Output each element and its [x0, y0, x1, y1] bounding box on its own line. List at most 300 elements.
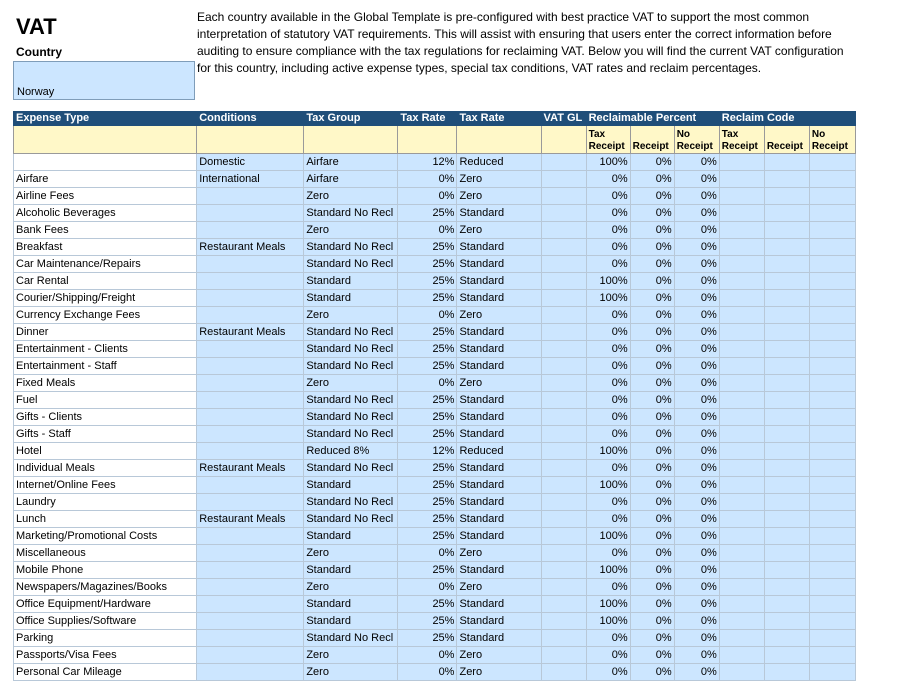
cell-vat-gl[interactable]: [541, 409, 586, 426]
cell-tax-rate[interactable]: 25%: [398, 324, 457, 341]
cell-rp-tax-receipt[interactable]: 0%: [586, 630, 630, 647]
cell-rp-tax-receipt[interactable]: 100%: [586, 596, 630, 613]
sub-blank[interactable]: [14, 126, 197, 154]
cell-rp-no-receipt[interactable]: 0%: [674, 392, 719, 409]
cell-rc-tax-receipt[interactable]: [719, 545, 764, 562]
cell-tax-rate[interactable]: 0%: [398, 171, 457, 188]
cell-expense-type[interactable]: Internet/Online Fees: [14, 477, 197, 494]
cell-rp-receipt[interactable]: 0%: [630, 613, 674, 630]
cell-rc-tax-receipt[interactable]: [719, 358, 764, 375]
cell-rp-no-receipt[interactable]: 0%: [674, 613, 719, 630]
cell-rp-tax-receipt[interactable]: 0%: [586, 647, 630, 664]
cell-rp-no-receipt[interactable]: 0%: [674, 511, 719, 528]
cell-rp-no-receipt[interactable]: 0%: [674, 307, 719, 324]
cell-tax-group[interactable]: Standard: [304, 528, 398, 545]
cell-rc-no-receipt[interactable]: [809, 171, 855, 188]
cell-tax-group[interactable]: Zero: [304, 375, 398, 392]
cell-tax-rate[interactable]: 0%: [398, 188, 457, 205]
cell-vat-gl[interactable]: [541, 613, 586, 630]
cell-expense-type[interactable]: Mobile Phone: [14, 562, 197, 579]
cell-condition[interactable]: Restaurant Meals: [197, 460, 304, 477]
cell-rp-receipt[interactable]: 0%: [630, 562, 674, 579]
cell-tax-rate-name[interactable]: Standard: [457, 494, 541, 511]
cell-rc-receipt[interactable]: [764, 477, 809, 494]
cell-rp-receipt[interactable]: 0%: [630, 443, 674, 460]
cell-rp-receipt[interactable]: 0%: [630, 409, 674, 426]
cell-condition[interactable]: [197, 613, 304, 630]
cell-rp-tax-receipt[interactable]: 0%: [586, 205, 630, 222]
cell-rc-no-receipt[interactable]: [809, 341, 855, 358]
cell-vat-gl[interactable]: [541, 188, 586, 205]
cell-vat-gl[interactable]: [541, 477, 586, 494]
cell-rc-tax-receipt[interactable]: [719, 188, 764, 205]
cell-rc-no-receipt[interactable]: [809, 630, 855, 647]
cell-expense-type[interactable]: Lunch: [14, 511, 197, 528]
cell-rc-receipt[interactable]: [764, 324, 809, 341]
cell-tax-rate-name[interactable]: Zero: [457, 545, 541, 562]
cell-rp-no-receipt[interactable]: 0%: [674, 154, 719, 171]
cell-expense-type[interactable]: Fuel: [14, 392, 197, 409]
cell-rp-tax-receipt[interactable]: 0%: [586, 511, 630, 528]
cell-tax-rate-name[interactable]: Reduced: [457, 154, 541, 171]
cell-rp-tax-receipt[interactable]: 0%: [586, 426, 630, 443]
sub-blank[interactable]: [457, 126, 541, 154]
cell-rc-receipt[interactable]: [764, 579, 809, 596]
cell-tax-group[interactable]: Standard No Recl: [304, 511, 398, 528]
cell-tax-rate[interactable]: 0%: [398, 307, 457, 324]
cell-rp-tax-receipt[interactable]: 0%: [586, 392, 630, 409]
cell-rc-tax-receipt[interactable]: [719, 375, 764, 392]
cell-vat-gl[interactable]: [541, 494, 586, 511]
cell-rc-receipt[interactable]: [764, 205, 809, 222]
cell-rp-receipt[interactable]: 0%: [630, 307, 674, 324]
sub-rp-tax-receipt[interactable]: Tax Receipt: [586, 126, 630, 154]
cell-rp-receipt[interactable]: 0%: [630, 596, 674, 613]
cell-rp-tax-receipt[interactable]: 0%: [586, 239, 630, 256]
cell-rp-receipt[interactable]: 0%: [630, 460, 674, 477]
cell-rc-tax-receipt[interactable]: [719, 647, 764, 664]
header-reclaim-code[interactable]: Reclaim Code: [719, 112, 855, 126]
cell-tax-group[interactable]: Standard: [304, 562, 398, 579]
cell-condition[interactable]: Restaurant Meals: [197, 511, 304, 528]
header-conditions[interactable]: Conditions: [197, 112, 304, 126]
cell-tax-group[interactable]: Standard No Recl: [304, 324, 398, 341]
header-tax-rate-name[interactable]: Tax Rate: [457, 112, 541, 126]
cell-expense-type[interactable]: Bank Fees: [14, 222, 197, 239]
cell-rp-tax-receipt[interactable]: 0%: [586, 664, 630, 681]
cell-vat-gl[interactable]: [541, 562, 586, 579]
cell-rp-tax-receipt[interactable]: 100%: [586, 154, 630, 171]
cell-tax-rate[interactable]: 25%: [398, 392, 457, 409]
cell-vat-gl[interactable]: [541, 358, 586, 375]
cell-rc-tax-receipt[interactable]: [719, 154, 764, 171]
cell-condition[interactable]: [197, 477, 304, 494]
cell-condition[interactable]: [197, 273, 304, 290]
cell-rp-no-receipt[interactable]: 0%: [674, 324, 719, 341]
cell-condition[interactable]: [197, 545, 304, 562]
cell-rc-receipt[interactable]: [764, 341, 809, 358]
cell-rp-tax-receipt[interactable]: 0%: [586, 307, 630, 324]
cell-condition[interactable]: [197, 596, 304, 613]
cell-tax-group[interactable]: Standard No Recl: [304, 358, 398, 375]
cell-tax-rate-name[interactable]: Zero: [457, 579, 541, 596]
cell-tax-rate[interactable]: 0%: [398, 664, 457, 681]
cell-rc-no-receipt[interactable]: [809, 256, 855, 273]
cell-expense-type[interactable]: [14, 154, 197, 171]
cell-tax-rate[interactable]: 25%: [398, 596, 457, 613]
cell-condition[interactable]: [197, 409, 304, 426]
cell-rc-tax-receipt[interactable]: [719, 307, 764, 324]
cell-rp-tax-receipt[interactable]: 100%: [586, 443, 630, 460]
cell-tax-rate[interactable]: 25%: [398, 477, 457, 494]
cell-tax-rate[interactable]: 25%: [398, 613, 457, 630]
cell-tax-rate-name[interactable]: Standard: [457, 528, 541, 545]
cell-tax-group[interactable]: Standard No Recl: [304, 630, 398, 647]
cell-rc-receipt[interactable]: [764, 358, 809, 375]
cell-tax-rate[interactable]: 25%: [398, 630, 457, 647]
cell-rc-receipt[interactable]: [764, 613, 809, 630]
cell-tax-rate[interactable]: 25%: [398, 460, 457, 477]
cell-tax-rate-name[interactable]: Standard: [457, 324, 541, 341]
cell-tax-rate-name[interactable]: Zero: [457, 664, 541, 681]
cell-tax-group[interactable]: Standard: [304, 477, 398, 494]
cell-vat-gl[interactable]: [541, 324, 586, 341]
cell-tax-rate[interactable]: 0%: [398, 375, 457, 392]
cell-vat-gl[interactable]: [541, 528, 586, 545]
cell-rp-receipt[interactable]: 0%: [630, 630, 674, 647]
cell-tax-group[interactable]: Zero: [304, 188, 398, 205]
cell-tax-rate-name[interactable]: Standard: [457, 205, 541, 222]
cell-rc-tax-receipt[interactable]: [719, 290, 764, 307]
cell-rp-no-receipt[interactable]: 0%: [674, 239, 719, 256]
cell-rp-tax-receipt[interactable]: 100%: [586, 290, 630, 307]
cell-tax-group[interactable]: Airfare: [304, 154, 398, 171]
cell-tax-group[interactable]: Zero: [304, 664, 398, 681]
cell-tax-group[interactable]: Zero: [304, 545, 398, 562]
cell-rp-tax-receipt[interactable]: 0%: [586, 188, 630, 205]
sub-blank[interactable]: [197, 126, 304, 154]
cell-condition[interactable]: [197, 443, 304, 460]
cell-rc-tax-receipt[interactable]: [719, 630, 764, 647]
cell-expense-type[interactable]: Fixed Meals: [14, 375, 197, 392]
cell-rp-tax-receipt[interactable]: 0%: [586, 579, 630, 596]
cell-rp-no-receipt[interactable]: 0%: [674, 273, 719, 290]
cell-rp-receipt[interactable]: 0%: [630, 290, 674, 307]
cell-rc-tax-receipt[interactable]: [719, 171, 764, 188]
sub-blank[interactable]: [304, 126, 398, 154]
cell-tax-rate-name[interactable]: Standard: [457, 409, 541, 426]
cell-tax-group[interactable]: Zero: [304, 579, 398, 596]
cell-tax-rate-name[interactable]: Standard: [457, 630, 541, 647]
cell-vat-gl[interactable]: [541, 375, 586, 392]
cell-rc-no-receipt[interactable]: [809, 324, 855, 341]
cell-rc-tax-receipt[interactable]: [719, 528, 764, 545]
cell-vat-gl[interactable]: [541, 341, 586, 358]
sub-rc-no-receipt[interactable]: No Receipt: [809, 126, 855, 154]
cell-rp-no-receipt[interactable]: 0%: [674, 290, 719, 307]
cell-vat-gl[interactable]: [541, 664, 586, 681]
cell-rp-receipt[interactable]: 0%: [630, 647, 674, 664]
cell-rc-no-receipt[interactable]: [809, 664, 855, 681]
cell-rc-receipt[interactable]: [764, 290, 809, 307]
cell-tax-rate-name[interactable]: Zero: [457, 647, 541, 664]
cell-rp-tax-receipt[interactable]: 0%: [586, 545, 630, 562]
cell-rc-tax-receipt[interactable]: [719, 426, 764, 443]
cell-tax-rate[interactable]: 25%: [398, 358, 457, 375]
cell-tax-group[interactable]: Standard No Recl: [304, 409, 398, 426]
cell-condition[interactable]: Restaurant Meals: [197, 239, 304, 256]
cell-condition[interactable]: [197, 358, 304, 375]
cell-tax-rate-name[interactable]: Standard: [457, 613, 541, 630]
header-reclaimable-percent[interactable]: Reclaimable Percent: [586, 112, 719, 126]
cell-condition[interactable]: [197, 256, 304, 273]
cell-tax-rate-name[interactable]: Standard: [457, 511, 541, 528]
cell-rc-no-receipt[interactable]: [809, 511, 855, 528]
sub-rp-receipt[interactable]: Receipt: [630, 126, 674, 154]
cell-expense-type[interactable]: Entertainment - Staff: [14, 358, 197, 375]
cell-expense-type[interactable]: Laundry: [14, 494, 197, 511]
cell-rc-receipt[interactable]: [764, 562, 809, 579]
cell-tax-group[interactable]: Standard No Recl: [304, 494, 398, 511]
cell-rc-tax-receipt[interactable]: [719, 256, 764, 273]
cell-tax-rate-name[interactable]: Reduced: [457, 443, 541, 460]
cell-condition[interactable]: [197, 188, 304, 205]
cell-vat-gl[interactable]: [541, 579, 586, 596]
cell-tax-rate[interactable]: 25%: [398, 409, 457, 426]
cell-rp-no-receipt[interactable]: 0%: [674, 477, 719, 494]
cell-rp-tax-receipt[interactable]: 100%: [586, 477, 630, 494]
cell-tax-group[interactable]: Standard No Recl: [304, 392, 398, 409]
cell-expense-type[interactable]: Gifts - Clients: [14, 409, 197, 426]
cell-rp-no-receipt[interactable]: 0%: [674, 188, 719, 205]
cell-rp-receipt[interactable]: 0%: [630, 256, 674, 273]
cell-tax-group[interactable]: Standard: [304, 273, 398, 290]
cell-expense-type[interactable]: Office Supplies/Software: [14, 613, 197, 630]
cell-rc-tax-receipt[interactable]: [719, 477, 764, 494]
cell-vat-gl[interactable]: [541, 290, 586, 307]
cell-rp-receipt[interactable]: 0%: [630, 154, 674, 171]
cell-condition[interactable]: [197, 375, 304, 392]
cell-rp-receipt[interactable]: 0%: [630, 392, 674, 409]
cell-rp-no-receipt[interactable]: 0%: [674, 409, 719, 426]
cell-rc-tax-receipt[interactable]: [719, 460, 764, 477]
cell-rc-no-receipt[interactable]: [809, 613, 855, 630]
cell-tax-group[interactable]: Standard: [304, 290, 398, 307]
cell-expense-type[interactable]: Office Equipment/Hardware: [14, 596, 197, 613]
cell-rp-receipt[interactable]: 0%: [630, 426, 674, 443]
cell-tax-rate[interactable]: 25%: [398, 341, 457, 358]
sub-blank[interactable]: [398, 126, 457, 154]
cell-rp-receipt[interactable]: 0%: [630, 375, 674, 392]
cell-rc-no-receipt[interactable]: [809, 154, 855, 171]
sub-blank[interactable]: [541, 126, 586, 154]
cell-tax-rate-name[interactable]: Standard: [457, 239, 541, 256]
cell-rc-receipt[interactable]: [764, 409, 809, 426]
cell-rp-tax-receipt[interactable]: 0%: [586, 222, 630, 239]
cell-tax-group[interactable]: Standard No Recl: [304, 426, 398, 443]
cell-tax-rate-name[interactable]: Standard: [457, 477, 541, 494]
cell-vat-gl[interactable]: [541, 307, 586, 324]
cell-expense-type[interactable]: Personal Car Mileage: [14, 664, 197, 681]
cell-tax-rate-name[interactable]: Standard: [457, 358, 541, 375]
cell-vat-gl[interactable]: [541, 545, 586, 562]
cell-tax-group[interactable]: Standard No Recl: [304, 341, 398, 358]
cell-tax-rate[interactable]: 25%: [398, 256, 457, 273]
cell-vat-gl[interactable]: [541, 596, 586, 613]
cell-rp-no-receipt[interactable]: 0%: [674, 205, 719, 222]
cell-tax-rate[interactable]: 25%: [398, 239, 457, 256]
cell-rc-no-receipt[interactable]: [809, 409, 855, 426]
cell-expense-type[interactable]: Alcoholic Beverages: [14, 205, 197, 222]
cell-tax-rate-name[interactable]: Standard: [457, 460, 541, 477]
cell-rc-tax-receipt[interactable]: [719, 222, 764, 239]
header-tax-rate[interactable]: Tax Rate: [398, 112, 457, 126]
cell-vat-gl[interactable]: [541, 426, 586, 443]
cell-rp-tax-receipt[interactable]: 100%: [586, 562, 630, 579]
cell-rc-no-receipt[interactable]: [809, 205, 855, 222]
cell-rp-receipt[interactable]: 0%: [630, 545, 674, 562]
cell-rc-receipt[interactable]: [764, 630, 809, 647]
cell-rp-receipt[interactable]: 0%: [630, 205, 674, 222]
cell-rp-receipt[interactable]: 0%: [630, 324, 674, 341]
cell-vat-gl[interactable]: [541, 630, 586, 647]
cell-condition[interactable]: [197, 528, 304, 545]
cell-tax-group[interactable]: Airfare: [304, 171, 398, 188]
cell-tax-rate-name[interactable]: Standard: [457, 256, 541, 273]
cell-rc-no-receipt[interactable]: [809, 443, 855, 460]
cell-tax-rate[interactable]: 0%: [398, 222, 457, 239]
header-vat-gl[interactable]: VAT GL: [541, 112, 586, 126]
cell-rc-receipt[interactable]: [764, 154, 809, 171]
cell-rc-no-receipt[interactable]: [809, 460, 855, 477]
cell-expense-type[interactable]: Car Rental: [14, 273, 197, 290]
cell-expense-type[interactable]: Gifts - Staff: [14, 426, 197, 443]
cell-rc-no-receipt[interactable]: [809, 239, 855, 256]
cell-expense-type[interactable]: Newspapers/Magazines/Books: [14, 579, 197, 596]
cell-rp-tax-receipt[interactable]: 0%: [586, 256, 630, 273]
cell-rc-receipt[interactable]: [764, 443, 809, 460]
country-field[interactable]: [13, 61, 195, 100]
cell-vat-gl[interactable]: [541, 392, 586, 409]
cell-condition[interactable]: [197, 426, 304, 443]
cell-vat-gl[interactable]: [541, 511, 586, 528]
cell-rc-no-receipt[interactable]: [809, 494, 855, 511]
cell-tax-rate-name[interactable]: Zero: [457, 307, 541, 324]
cell-rc-receipt[interactable]: [764, 664, 809, 681]
sub-rc-receipt[interactable]: Receipt: [764, 126, 809, 154]
cell-rc-no-receipt[interactable]: [809, 426, 855, 443]
cell-tax-rate[interactable]: 0%: [398, 545, 457, 562]
cell-tax-rate-name[interactable]: Zero: [457, 188, 541, 205]
cell-condition[interactable]: International: [197, 171, 304, 188]
cell-rc-tax-receipt[interactable]: [719, 443, 764, 460]
cell-condition[interactable]: Domestic: [197, 154, 304, 171]
cell-tax-rate[interactable]: 25%: [398, 205, 457, 222]
cell-condition[interactable]: [197, 494, 304, 511]
cell-rp-no-receipt[interactable]: 0%: [674, 222, 719, 239]
cell-condition[interactable]: [197, 562, 304, 579]
header-tax-group[interactable]: Tax Group: [304, 112, 398, 126]
cell-rp-tax-receipt[interactable]: 0%: [586, 409, 630, 426]
cell-condition[interactable]: Restaurant Meals: [197, 324, 304, 341]
cell-condition[interactable]: [197, 341, 304, 358]
cell-tax-rate[interactable]: 12%: [398, 154, 457, 171]
cell-tax-rate-name[interactable]: Standard: [457, 426, 541, 443]
cell-tax-group[interactable]: Zero: [304, 222, 398, 239]
cell-rc-no-receipt[interactable]: [809, 647, 855, 664]
cell-vat-gl[interactable]: [541, 443, 586, 460]
cell-rc-tax-receipt[interactable]: [719, 579, 764, 596]
cell-vat-gl[interactable]: [541, 154, 586, 171]
cell-vat-gl[interactable]: [541, 239, 586, 256]
cell-expense-type[interactable]: Currency Exchange Fees: [14, 307, 197, 324]
cell-tax-rate[interactable]: 25%: [398, 426, 457, 443]
cell-rp-tax-receipt[interactable]: 0%: [586, 324, 630, 341]
cell-tax-group[interactable]: Standard No Recl: [304, 239, 398, 256]
cell-rc-no-receipt[interactable]: [809, 188, 855, 205]
cell-tax-rate-name[interactable]: Zero: [457, 375, 541, 392]
cell-vat-gl[interactable]: [541, 256, 586, 273]
cell-rp-no-receipt[interactable]: 0%: [674, 528, 719, 545]
cell-expense-type[interactable]: Courier/Shipping/Freight: [14, 290, 197, 307]
cell-rc-no-receipt[interactable]: [809, 579, 855, 596]
cell-rp-no-receipt[interactable]: 0%: [674, 562, 719, 579]
cell-rc-receipt[interactable]: [764, 426, 809, 443]
cell-vat-gl[interactable]: [541, 222, 586, 239]
cell-rp-no-receipt[interactable]: 0%: [674, 341, 719, 358]
cell-rp-no-receipt[interactable]: 0%: [674, 630, 719, 647]
cell-tax-rate-name[interactable]: Standard: [457, 273, 541, 290]
cell-rc-receipt[interactable]: [764, 460, 809, 477]
cell-tax-group[interactable]: Reduced 8%: [304, 443, 398, 460]
cell-tax-group[interactable]: Standard No Recl: [304, 205, 398, 222]
cell-tax-group[interactable]: Standard No Recl: [304, 256, 398, 273]
cell-tax-rate-name[interactable]: Standard: [457, 562, 541, 579]
cell-rp-no-receipt[interactable]: 0%: [674, 171, 719, 188]
cell-rc-receipt[interactable]: [764, 171, 809, 188]
cell-rp-tax-receipt[interactable]: 0%: [586, 375, 630, 392]
cell-tax-rate[interactable]: 12%: [398, 443, 457, 460]
cell-rc-receipt[interactable]: [764, 528, 809, 545]
cell-rc-tax-receipt[interactable]: [719, 205, 764, 222]
cell-rp-tax-receipt[interactable]: 0%: [586, 460, 630, 477]
cell-rc-tax-receipt[interactable]: [719, 341, 764, 358]
cell-rp-receipt[interactable]: 0%: [630, 528, 674, 545]
cell-expense-type[interactable]: Car Maintenance/Repairs: [14, 256, 197, 273]
cell-expense-type[interactable]: Marketing/Promotional Costs: [14, 528, 197, 545]
cell-tax-group[interactable]: Zero: [304, 647, 398, 664]
cell-condition[interactable]: [197, 647, 304, 664]
cell-tax-rate-name[interactable]: Standard: [457, 392, 541, 409]
cell-rp-no-receipt[interactable]: 0%: [674, 256, 719, 273]
cell-rp-receipt[interactable]: 0%: [630, 664, 674, 681]
cell-rc-tax-receipt[interactable]: [719, 613, 764, 630]
cell-condition[interactable]: [197, 222, 304, 239]
cell-rc-no-receipt[interactable]: [809, 596, 855, 613]
cell-rc-receipt[interactable]: [764, 494, 809, 511]
cell-tax-rate[interactable]: 25%: [398, 528, 457, 545]
cell-rp-no-receipt[interactable]: 0%: [674, 375, 719, 392]
cell-expense-type[interactable]: Miscellaneous: [14, 545, 197, 562]
cell-rc-tax-receipt[interactable]: [719, 596, 764, 613]
cell-rc-no-receipt[interactable]: [809, 307, 855, 324]
cell-rp-no-receipt[interactable]: 0%: [674, 545, 719, 562]
cell-condition[interactable]: [197, 664, 304, 681]
cell-tax-group[interactable]: Zero: [304, 307, 398, 324]
cell-rc-receipt[interactable]: [764, 545, 809, 562]
cell-expense-type[interactable]: Airline Fees: [14, 188, 197, 205]
cell-expense-type[interactable]: Entertainment - Clients: [14, 341, 197, 358]
